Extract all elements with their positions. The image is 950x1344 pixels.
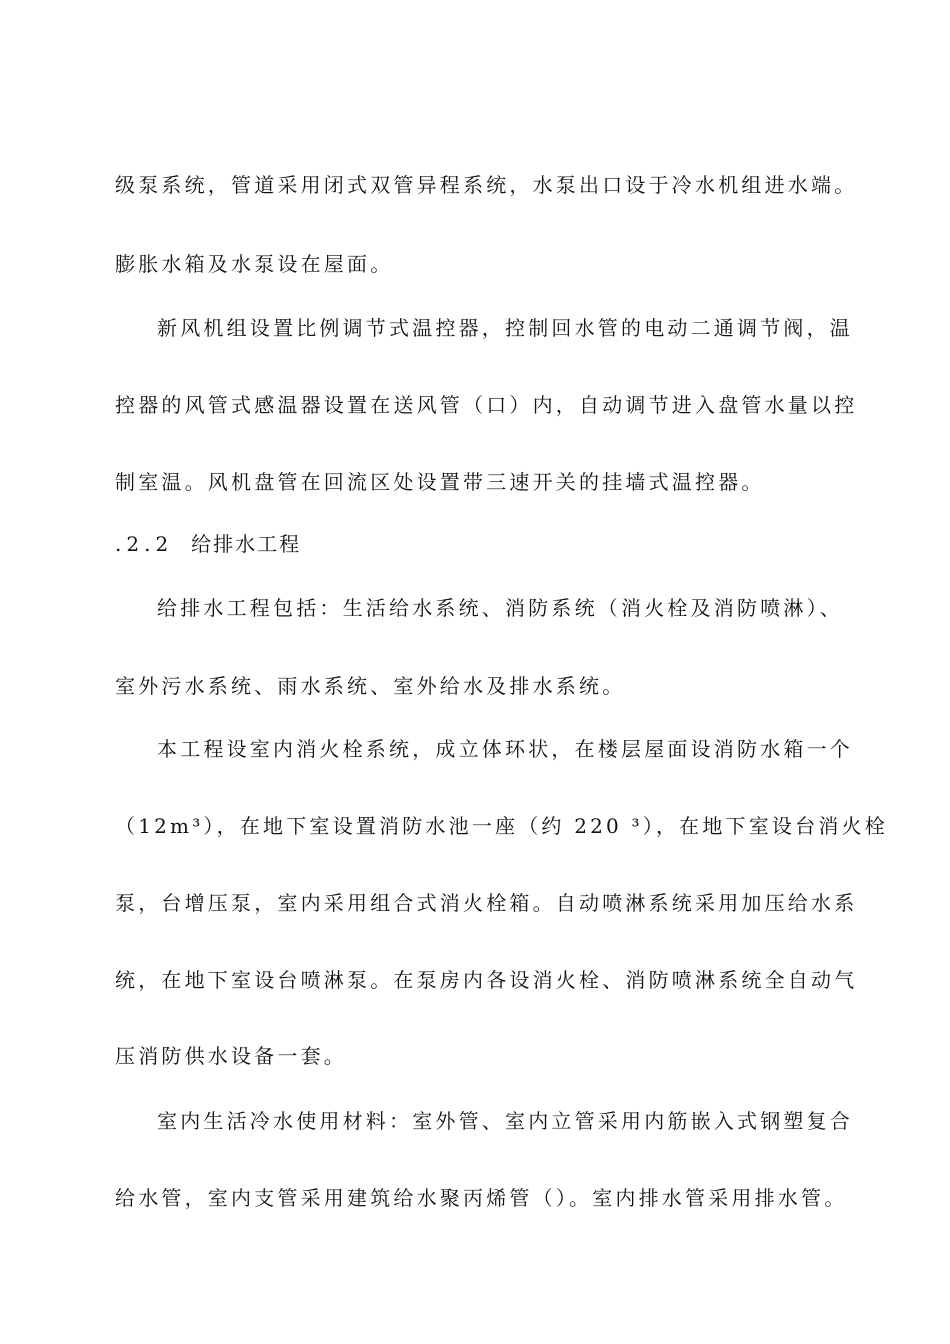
paragraph-line: 新风机组设置比例调节式温控器，控制回水管的电动二通调节阀，温 [157, 316, 853, 340]
paragraph-line: （12m³），在地下室设置消防水池一座（约 220 ³），在地下室设台消火栓 [115, 814, 888, 838]
paragraph-line: 室内生活冷水使用材料：室外管、室内立管采用内筋嵌入式钢塑复合 [157, 1109, 853, 1133]
paragraph-line: 室外污水系统、雨水系统、室外给水及排水系统。 [115, 674, 626, 698]
paragraph-line: 给排水工程包括：生活给水系统、消防系统（消火栓及消防喷淋）、 [157, 596, 843, 620]
section-heading [115, 531, 835, 557]
paragraph-line: 泵，台增压泵，室内采用组合式消火栓箱。自动喷淋系统采用加压给水系 [115, 891, 858, 915]
section-number: .2.2 [115, 532, 174, 556]
paragraph-line: 膨胀水箱及水泵设在屋面。 [115, 252, 394, 276]
paragraph-line: 给水管，室内支管采用建筑给水聚丙烯管（）。室内排水管采用排水管。 [115, 1186, 848, 1210]
section-title: 给排水工程 [191, 532, 302, 556]
paragraph-line: 压消防供水设备一套。 [115, 1044, 347, 1068]
paragraph-line: 级泵系统，管道采用闭式双管异程系统，水泵出口设于冷水机组进水端。 [115, 173, 858, 197]
paragraph-line: 本工程设室内消火栓系统，成立体环状，在楼层屋面设消防水箱一个 [157, 737, 853, 761]
paragraph-line: 统，在地下室设台喷淋泵。在泵房内各设消火栓、消防喷淋系统全自动气 [115, 968, 858, 992]
paragraph-line: 控器的风管式感温器设置在送风管（口）内，自动调节进入盘管水量以控 [115, 393, 858, 417]
paragraph-line: 制室温。风机盘管在回流区处设置带三速开关的挂墙式温控器。 [115, 470, 765, 494]
